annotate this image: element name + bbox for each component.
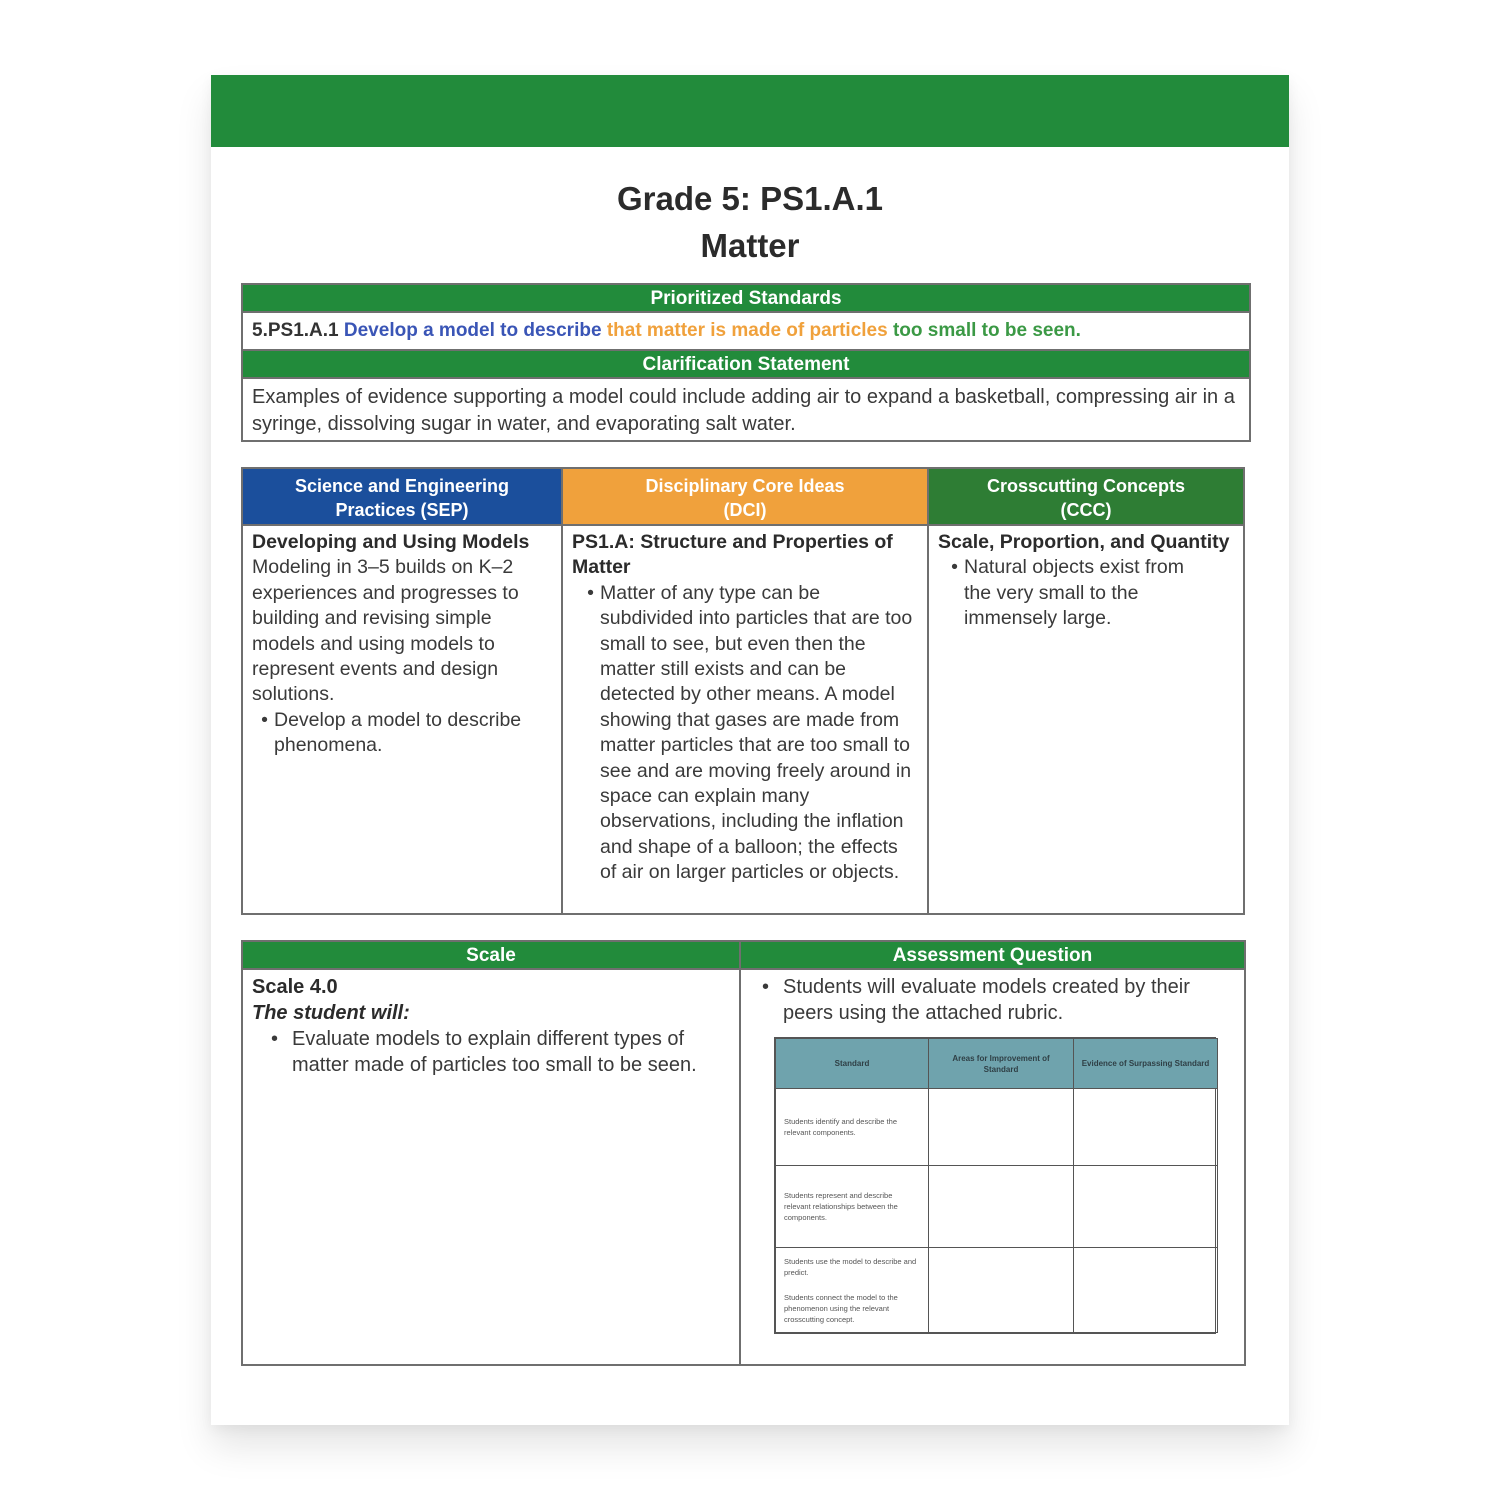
clarification-text: Examples of evidence supporting a model could include adding air to expand a basketball, compressing air in a syringe, dissolving sugar in water, and evaporating salt water. xyxy=(252,386,1235,435)
scale-level: Scale 4.0 xyxy=(252,976,338,998)
rubric-row-1-standard xyxy=(776,1089,929,1166)
bullet-icon: • xyxy=(270,1028,278,1050)
rubric-cell-text: Students connect the model to the phenomenon using the relevant crosscutting concept. xyxy=(784,1292,898,1324)
rubric-row-2-standard xyxy=(776,1166,929,1248)
rubric-cell-text: Students represent and describe relevant relationships between the components. xyxy=(784,1191,898,1222)
rubric-row-1-surpassing xyxy=(1074,1089,1218,1166)
rubric-row-3-standard xyxy=(776,1248,929,1333)
sep-body xyxy=(243,526,561,763)
ccc-heading: Scale, Proportion, and Quantity xyxy=(938,531,1230,553)
sep-column xyxy=(243,469,561,913)
document-page xyxy=(211,75,1289,1425)
assessment-bullet-text: Students will evaluate models created by their peers using the attached rubric. xyxy=(783,976,1190,1024)
scale-assessment-table xyxy=(241,940,1246,1366)
assessment-body xyxy=(741,970,1244,1030)
rubric-row-3-improvement xyxy=(929,1248,1074,1333)
standard-ccc-part: too small to be seen. xyxy=(892,320,1081,341)
ccc-header-line-1: Crosscutting Concepts xyxy=(986,476,1186,496)
sep-text: Modeling in 3–5 builds on K–2 experiences and progresses to building and revising simple models and using models to represent events and design solutions. xyxy=(252,556,519,706)
dci-heading: PS1.A: Structure and Properties of Matter xyxy=(572,531,893,579)
sep-header xyxy=(243,469,561,526)
prioritized-standards-header: Prioritized Standards xyxy=(243,285,1249,313)
scale-bullet-text: Evaluate models to explain different types of matter made of particles too small to be seen. xyxy=(292,1028,697,1076)
title-line-1: Grade 5: PS1.A.1 xyxy=(617,180,883,217)
dci-column xyxy=(561,469,927,913)
title-line-2: Matter xyxy=(700,227,800,264)
ccc-bullet-text: Natural objects exist from the very small to the immensely large. xyxy=(964,556,1184,630)
standard-sep-part: Develop a model to describe xyxy=(343,320,602,341)
dci-bullet xyxy=(572,581,918,886)
clarification-header: Clarification Statement xyxy=(243,351,1249,379)
scale-body xyxy=(243,970,739,1082)
standards-box xyxy=(241,283,1251,442)
rubric-row-1-improvement xyxy=(929,1089,1074,1166)
standard-statement xyxy=(243,313,1249,351)
standard-dci-part: that matter is made of particles xyxy=(606,320,888,341)
ccc-header xyxy=(929,469,1243,526)
rubric-cell-text: Students identify and describe the relevant components. xyxy=(784,1117,897,1137)
bullet-icon: • xyxy=(261,708,268,731)
dci-bullet-text: Matter of any type can be subdivided into particles that are too small to see, but even then the matter still exists and can be detected by other means. A model showing that gases are made from matter particles that are too small to see and are moving freely around in space can explain many observations, including the inflation and shape of a balloon; the effects of air on larger particles or objects. xyxy=(600,581,913,884)
sep-bullet xyxy=(252,708,552,759)
dci-body xyxy=(563,526,927,890)
ccc-header-line-2: (CCC) xyxy=(1060,500,1112,520)
rubric-cell-text: Students use the model to describe and predict. xyxy=(784,1256,917,1277)
sep-header-line-1: Science and Engineering xyxy=(294,476,510,496)
ccc-body xyxy=(929,526,1243,636)
sep-header-line-2: Practices (SEP) xyxy=(335,500,469,520)
rubric-row-2-improvement xyxy=(929,1166,1074,1248)
rubric-header-improvement: Areas for Improvement of Standard xyxy=(929,1039,1074,1089)
dci-header-line-1: Disciplinary Core Ideas xyxy=(645,476,845,496)
ccc-column xyxy=(927,469,1243,913)
assessment-column xyxy=(739,942,1244,1364)
bullet-icon: • xyxy=(587,581,594,604)
rubric-table xyxy=(774,1037,1216,1334)
dci-header xyxy=(563,469,927,526)
assessment-header: Assessment Question xyxy=(741,942,1244,970)
three-dimensions-table xyxy=(241,467,1245,915)
rubric-row-2-surpassing xyxy=(1074,1166,1218,1248)
assessment-bullet xyxy=(755,974,1230,1026)
ccc-bullet xyxy=(938,555,1234,631)
sep-bullet-text: Develop a model to describe phenomena. xyxy=(274,708,522,757)
sep-heading: Developing and Using Models xyxy=(252,531,530,553)
scale-header: Scale xyxy=(243,942,739,970)
bullet-icon: • xyxy=(951,556,958,579)
dci-header-line-2: (DCI) xyxy=(723,500,767,520)
scale-intro: The student will: xyxy=(252,1002,410,1024)
scale-column xyxy=(243,942,739,1364)
page-title xyxy=(211,175,1289,269)
rubric-header-standard: Standard xyxy=(776,1039,929,1089)
rubric-header-surpassing: Evidence of Surpassing Standard xyxy=(1074,1039,1218,1089)
bullet-icon: • xyxy=(761,976,769,998)
standard-code: 5.PS1.A.1 xyxy=(252,320,339,341)
rubric-row-3-surpassing xyxy=(1074,1248,1218,1333)
scale-bullet xyxy=(252,1026,730,1078)
header-band xyxy=(211,75,1289,147)
